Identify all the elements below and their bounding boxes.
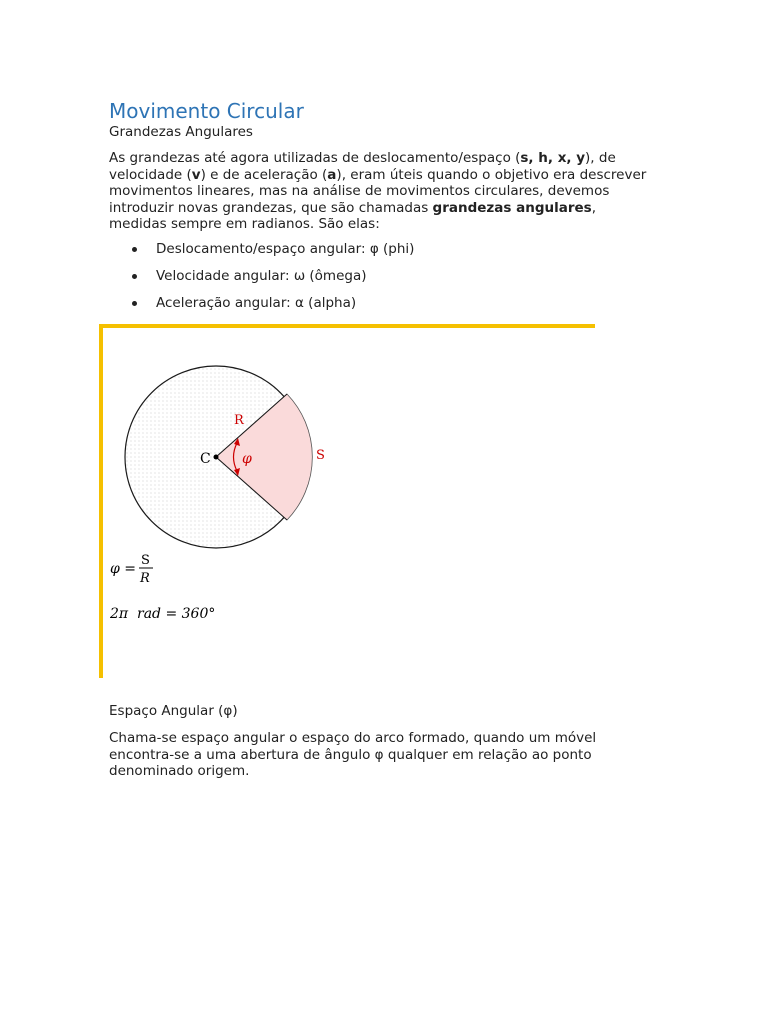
section-title: Espaço Angular (φ) [109, 703, 238, 719]
page-title: Movimento Circular [109, 99, 304, 123]
angle-label: φ [242, 451, 252, 467]
radius-label: R [234, 413, 244, 428]
intro-bold-1: s, h, x, y [520, 150, 586, 166]
list-item [109, 267, 414, 294]
formula-lhs: φ = [110, 561, 136, 577]
circular-motion-figure [110, 360, 340, 630]
list-item [109, 240, 414, 267]
intro-text-2: ), de velocidade ( [109, 150, 616, 183]
intro-paragraph [109, 150, 649, 233]
quantities-list [109, 240, 414, 321]
arc-label: S [316, 448, 325, 463]
list-item [109, 294, 414, 321]
formula-denominator: R [140, 571, 150, 586]
highlight-box-top-border [99, 324, 595, 328]
center-point [214, 455, 219, 460]
intro-bold-2: v [191, 166, 201, 183]
intro-text-1: As grandezas até agora utilizadas de deslocamento/espaço ( [109, 150, 521, 166]
list-item-text: Aceleração angular: α (alpha) [156, 295, 357, 311]
intro-bold-4: grandezas angulares [432, 199, 592, 216]
intro-text-4: ), eram úteis quando o objetivo era descrever movimentos lineares, mas na análise de movimentos circulares, devemos introduzir novas grandezas, que são chamadas [109, 166, 647, 216]
bullet-icon [132, 247, 137, 252]
list-item-text: Velocidade angular: ω (ômega) [156, 268, 367, 284]
section-body: Chama-se espaço angular o espaço do arco formado, quando um móvel encontra-se a uma abertura de ângulo φ qualquer em relação ao ponto denominado origem. [109, 730, 597, 779]
intro-bold-3: a [327, 166, 337, 183]
bullet-icon [132, 301, 137, 306]
bullet-icon [132, 274, 137, 279]
page-subtitle: Grandezas Angulares [109, 124, 253, 140]
highlight-box-left-border [99, 324, 103, 678]
formula-numerator: S [141, 553, 150, 568]
center-label: C [200, 451, 211, 467]
intro-text-3: ) e de aceleração ( [200, 166, 328, 183]
intro-text-5: , medidas sempre em radianos. São elas: [109, 199, 596, 232]
equation-text: 2π rad = 360° [110, 606, 216, 622]
list-item-text: Deslocamento/espaço angular: φ (phi) [156, 241, 415, 257]
